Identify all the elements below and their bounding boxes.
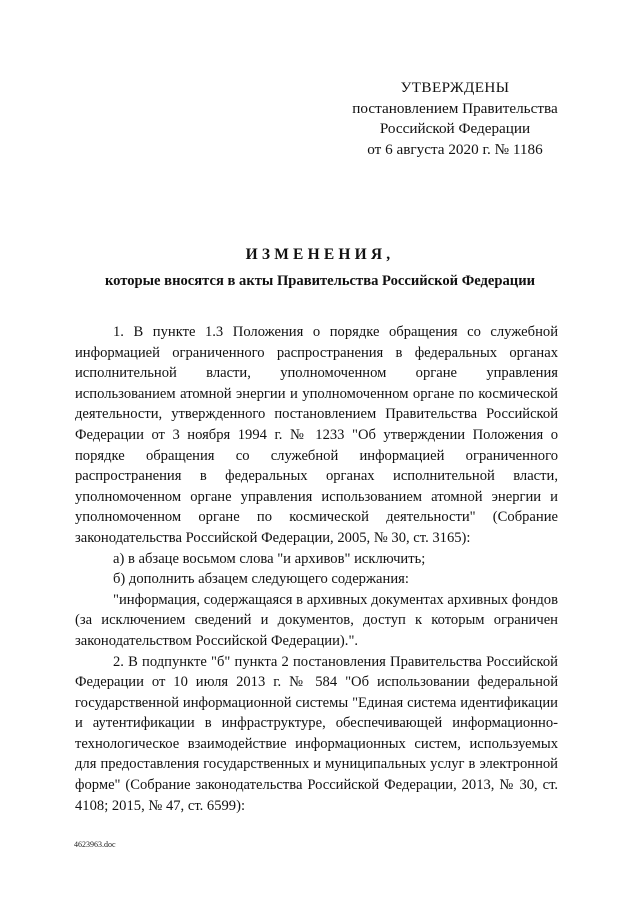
- quoted-addition: "информация, содержащаяся в архивных документах архивных фондов (за исключением сведений и документов, доступ к которым ограничен законодательством Российской Федерации).".: [75, 591, 558, 649]
- paragraph-1: 1. В пункте 1.3 Положения о порядке обращения со служебной информацией ограниченного распространения в федеральных органах исполнительной власти, уполномоченном органе управления использованием атомной энергии и уполномоченном органе по космической деятельности, утвержденного постановлением Правительства Российской Федерации от 3 ноября 1994 г. № 1233 "Об утверждении Положения о порядке обращения со служебной информацией ограниченного распространения в федеральных органах исполнительной власти, уполномоченном органе управления использованием атомной энергии и уполномоченном органе по космической деятельности" (Собрание законодательства Российской Федерации, 2005, № 30, ст. 3165):: [75, 324, 558, 546]
- document-title: ИЗМЕНЕНИЯ,: [245, 246, 395, 263]
- subitem-a: а) в абзаце восьмом слова "и архивов" исключить;: [113, 550, 426, 567]
- document-subtitle: которые вносятся в акты Правительства Российской Федерации: [104, 273, 536, 289]
- approval-date-number: от 6 августа 2020 г. № 1186: [367, 140, 543, 158]
- paragraph-2: 2. В подпункте "б" пункта 2 постановления Правительства Российской Федерации от 10 июля 2013 г. № 584 "Об использовании федеральной государственной информационной системы "Единая система идентификации и аутентификации в инфраструктуре, обеспечивающей информационно-технологическое взаимодействие информационных систем, используемых для предоставления государственных и муниципальных услуг в электронной форме" (Собрание законодательства Российской Федерации, 2013, № 30, ст. 4108; 2015, № 47, ст. 6599):: [75, 653, 558, 814]
- approval-stamp: [340, 78, 570, 160]
- approval-heading: УТВЕРЖДЕНЫ: [400, 79, 510, 96]
- document-body: [75, 322, 558, 816]
- approval-line-2: постановлением Правительства: [352, 99, 558, 117]
- file-name-footer: 4623963.doc: [74, 840, 116, 849]
- subitem-b: б) дополнить абзацем следующего содержания:: [113, 571, 409, 588]
- approval-line-3: Российской Федерации: [379, 120, 531, 137]
